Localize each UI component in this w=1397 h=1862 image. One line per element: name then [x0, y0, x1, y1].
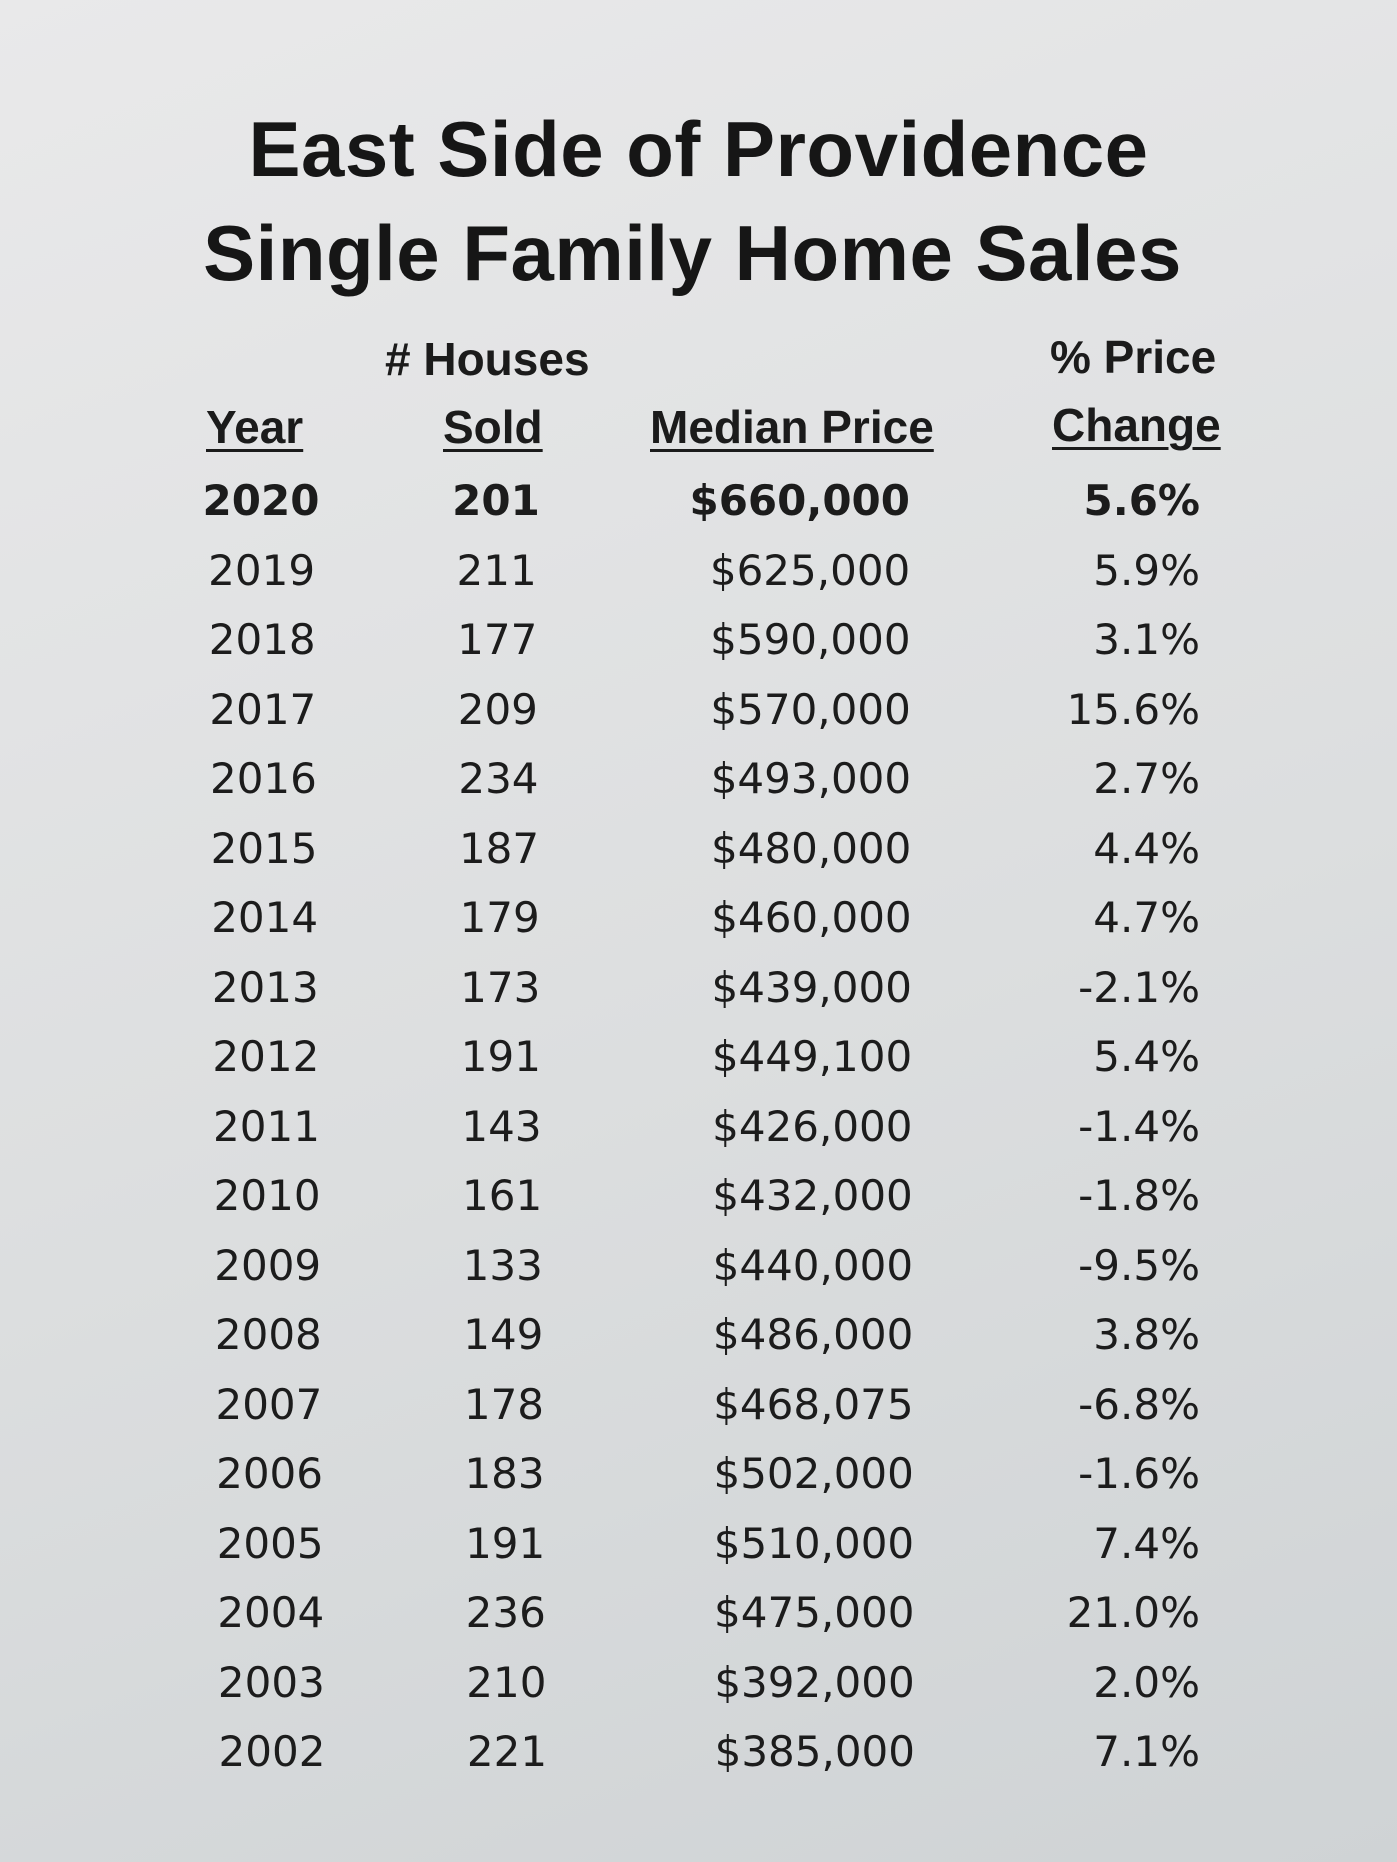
year-cell: 2010 [213, 1171, 321, 1220]
price-change-cell: 2.7% [1093, 754, 1200, 803]
year-cell: 2012 [212, 1032, 320, 1081]
median-price-cell: $590,000 [710, 615, 911, 664]
median-price-cell: $439,000 [711, 962, 912, 1012]
price-change-cell: 21.0% [1066, 1588, 1200, 1637]
houses-sold-cell: 161 [462, 1171, 543, 1220]
title-line-2: Single Family Home Sales [203, 209, 1182, 297]
year-cell: 2013 [211, 962, 319, 1012]
houses-sold-cell: 149 [463, 1310, 544, 1359]
price-change-cell: 4.7% [1093, 893, 1200, 942]
houses-sold-cell: 234 [458, 754, 539, 803]
year-cell: 2015 [210, 823, 318, 873]
header-houses-bottom: Sold [443, 401, 543, 453]
year-cell: 2016 [209, 754, 317, 803]
year-cell: 2017 [209, 684, 317, 734]
median-price-cell: $493,000 [710, 754, 912, 803]
header-houses-top: # Houses [385, 333, 590, 385]
houses-sold-cell: 187 [458, 823, 540, 873]
price-change-cell: 2.0% [1093, 1657, 1200, 1707]
price-change-cell: -1.6% [1078, 1449, 1200, 1498]
year-cell: 2014 [211, 893, 319, 942]
median-price-cell: $510,000 [713, 1518, 915, 1568]
year-cell: 2009 [214, 1240, 322, 1290]
median-price-cell: $480,000 [710, 823, 912, 873]
median-price-cell: $432,000 [712, 1171, 913, 1220]
price-change-cell: 7.1% [1093, 1727, 1200, 1776]
price-change-cell: 3.1% [1093, 615, 1200, 664]
houses-sold-cell: 191 [465, 1518, 546, 1568]
price-change-cell: 4.4% [1093, 823, 1200, 873]
price-change-cell: 5.6% [1083, 476, 1200, 525]
price-change-cell: 15.6% [1066, 684, 1200, 734]
median-price-cell: $449,100 [711, 1032, 913, 1081]
houses-sold-cell: 133 [462, 1240, 543, 1290]
price-change-cell: -9.5% [1078, 1240, 1200, 1290]
price-change-cell: -2.1% [1078, 962, 1200, 1012]
price-change-cell: -1.8% [1078, 1171, 1200, 1220]
year-cell: 2004 [217, 1588, 325, 1637]
houses-sold-cell: 221 [466, 1727, 548, 1776]
year-cell: 2002 [218, 1727, 326, 1776]
median-price-cell: $468,075 [713, 1379, 914, 1429]
houses-sold-cell: 179 [459, 893, 540, 942]
year-cell: 2019 [208, 545, 316, 595]
header-change-bottom: Change [1052, 399, 1221, 451]
price-change-cell: -6.8% [1078, 1379, 1200, 1429]
median-price-cell: $570,000 [710, 684, 911, 734]
houses-sold-cell: 173 [460, 962, 541, 1012]
houses-sold-cell: 201 [452, 476, 540, 525]
header-change-top: % Price [1050, 331, 1217, 383]
median-price-cell: $385,000 [714, 1727, 915, 1776]
price-change-cell: 7.4% [1093, 1518, 1200, 1568]
houses-sold-cell: 211 [456, 545, 537, 595]
houses-sold-cell: 178 [463, 1379, 545, 1429]
year-cell: 2003 [217, 1657, 325, 1707]
price-change-cell: 3.8% [1093, 1310, 1200, 1359]
price-change-cell: 5.4% [1093, 1032, 1200, 1081]
median-price-cell: $502,000 [713, 1449, 914, 1498]
year-cell: 2011 [213, 1101, 320, 1151]
median-price-cell: $426,000 [712, 1101, 913, 1151]
median-price-cell: $475,000 [714, 1588, 915, 1637]
median-price-cell: $440,000 [712, 1240, 914, 1290]
median-price-cell: $486,000 [712, 1310, 914, 1359]
year-cell: 2006 [216, 1449, 323, 1498]
year-cell: 2005 [216, 1518, 324, 1568]
year-cell: 2020 [202, 476, 320, 525]
median-price-cell: $625,000 [709, 545, 911, 595]
houses-sold-cell: 209 [457, 684, 538, 734]
houses-sold-cell: 143 [461, 1101, 542, 1151]
year-cell: 2018 [208, 615, 316, 664]
header-median-price: Median Price [650, 401, 934, 453]
median-price-cell: $460,000 [711, 893, 912, 942]
houses-sold-cell: 177 [457, 615, 538, 664]
median-price-cell: $392,000 [714, 1657, 915, 1707]
header-year: Year [206, 401, 304, 453]
price-change-cell: -1.4% [1078, 1101, 1200, 1151]
houses-sold-cell: 236 [465, 1588, 546, 1637]
houses-sold-cell: 210 [466, 1657, 547, 1707]
houses-sold-cell: 183 [464, 1449, 545, 1498]
year-cell: 2008 [214, 1310, 322, 1359]
title-line-1: East Side of Providence [248, 105, 1149, 193]
median-price-cell: $660,000 [689, 476, 910, 525]
year-cell: 2007 [215, 1379, 323, 1429]
houses-sold-cell: 191 [460, 1032, 541, 1081]
price-change-cell: 5.9% [1093, 545, 1200, 595]
